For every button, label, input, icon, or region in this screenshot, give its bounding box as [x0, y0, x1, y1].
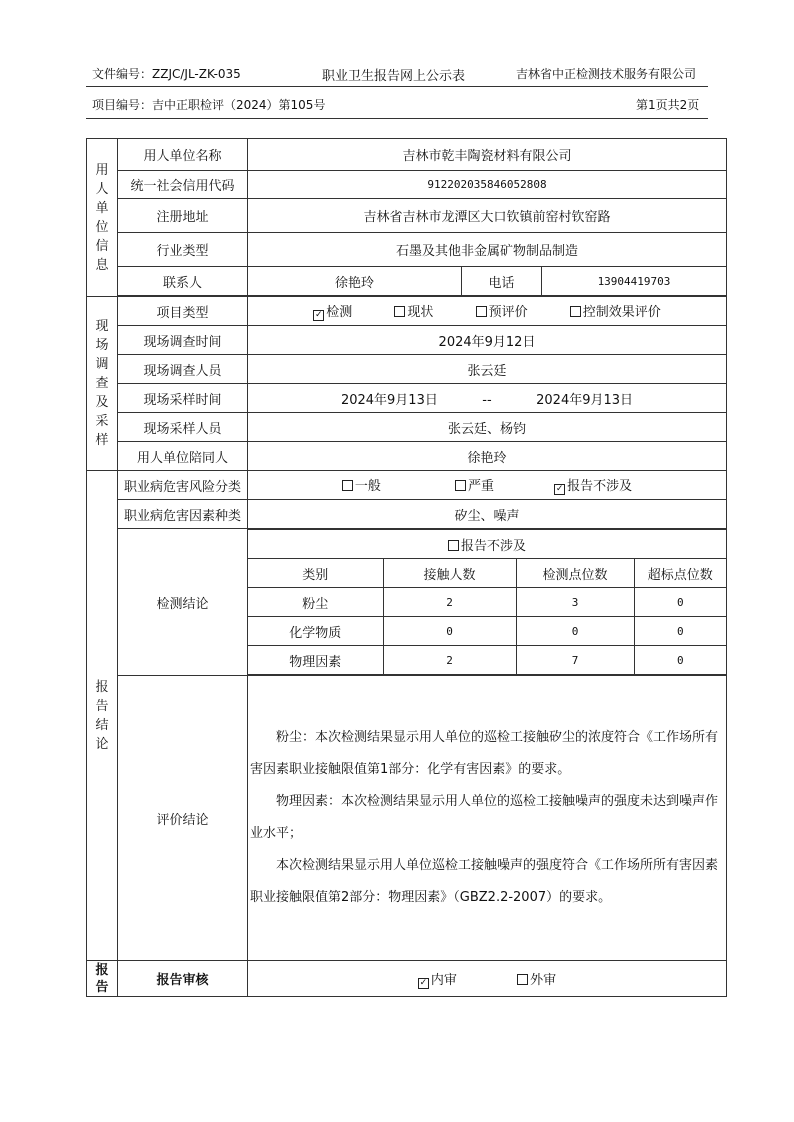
unit-name-value: 吉林市乾丰陶瓷材料有限公司: [248, 139, 727, 171]
disclosure-table: [86, 138, 727, 997]
table-cell: 物理因素: [248, 646, 383, 675]
sampling-staff-value: 张云廷、杨钧: [248, 413, 727, 442]
table-row: [248, 588, 726, 617]
row-sampling-time: [87, 384, 727, 413]
project-number: 项目编号：吉中正职检评（2024）第105号: [92, 98, 326, 112]
table-cell: 7: [516, 646, 634, 675]
project-type-options: [248, 297, 727, 326]
option-general[interactable]: 一般: [342, 475, 381, 494]
table-cell: 化学物质: [248, 617, 383, 646]
eval-physical-paragraph: 物理因素：本次检测结果显示用人单位的巡检工接触噪声的强度未达到噪声作业水平；: [250, 794, 719, 841]
company-name: 吉林省中正检测技术服务有限公司: [516, 67, 697, 81]
table-cell: 0: [516, 617, 634, 646]
sampling-time-label: 现场采样时间: [118, 384, 248, 413]
row-sampling-staff: [87, 413, 727, 442]
row-industry: [87, 233, 727, 267]
report-review-label: 报告审核: [118, 961, 248, 997]
table-cell: 0: [634, 588, 726, 617]
table-row: [248, 646, 726, 675]
row-report-review: [87, 961, 727, 997]
eval-dust-paragraph: 粉尘：本次检测结果显示用人单位的巡检工接触矽尘的浓度符合《工作场所有害因素职业接触限值第1部分：化学有害因素》的要求。: [250, 730, 719, 777]
row-address: [87, 199, 727, 233]
option-internal-review[interactable]: ✓ 内审: [419, 972, 457, 988]
option-serious[interactable]: 严重: [455, 475, 494, 494]
credit-code-label: 统一社会信用代码: [118, 171, 248, 199]
checkbox-icon[interactable]: [517, 974, 528, 985]
unit-name-label: 用人单位名称: [118, 139, 248, 171]
contact-value: 徐艳玲: [248, 267, 462, 296]
table-header: 类别: [248, 559, 383, 588]
row-survey-time: [87, 326, 727, 355]
evaluation-conclusion-text: [248, 676, 727, 961]
risk-class-label: 职业病危害风险分类: [118, 471, 248, 500]
survey-staff-label: 现场调查人员: [118, 355, 248, 384]
detection-table: [248, 529, 726, 675]
row-unit-name: [87, 139, 727, 171]
sampling-end: 2024年9月13日: [536, 392, 634, 408]
row-escort: [87, 442, 727, 471]
row-contact: [87, 267, 727, 296]
table-header: 接触人数: [383, 559, 516, 588]
table-header: 检测点位数: [516, 559, 634, 588]
checkbox-checked-icon[interactable]: ✓: [419, 977, 428, 988]
option-detection[interactable]: ✓ 检测: [314, 305, 353, 320]
row-factor-types: [87, 500, 727, 529]
project-type-label: 项目类型: [118, 297, 248, 326]
table-cell: 0: [634, 617, 726, 646]
sampling-start: 2024年9月13日: [340, 392, 438, 408]
contact-label: 联系人: [118, 267, 248, 296]
escort-value: 徐艳玲: [248, 442, 727, 471]
credit-code-value: 91220203584605280​8: [248, 171, 727, 199]
option-not-involved[interactable]: ✓ 报告不涉及: [555, 479, 633, 494]
evaluation-conclusion-label: 评价结论: [118, 676, 248, 961]
row-detection-conclusion: [87, 529, 727, 676]
checkbox-checked-icon[interactable]: ✓: [555, 484, 564, 494]
table-header: 超标点位数: [634, 559, 726, 588]
address-value: 吉林省吉林市龙潭区大口钦镇前窑村钦窑路: [248, 199, 727, 233]
industry-value: 石墨及其他非金属矿物制品制造: [248, 233, 727, 267]
section-review: 报 告: [87, 961, 118, 997]
survey-time-value: 2024年9月12日: [248, 326, 727, 355]
table-cell: 3: [516, 588, 634, 617]
report-review-options: [248, 961, 727, 997]
header-rule-bottom: [86, 118, 708, 119]
sampling-staff-label: 现场采样人员: [118, 413, 248, 442]
escort-label: 用人单位陪同人: [118, 442, 248, 471]
checkbox-icon[interactable]: [570, 306, 581, 317]
detection-conclusion-cell: [248, 529, 727, 676]
row-risk-class: [87, 471, 727, 500]
row-evaluation-conclusion: [87, 676, 727, 961]
row-survey-staff: [87, 355, 727, 384]
checkbox-checked-icon[interactable]: ✓: [314, 310, 323, 320]
detection-na-option[interactable]: 报告不涉及: [248, 530, 726, 559]
factor-types-value: 矽尘、噪声: [248, 500, 727, 529]
checkbox-icon[interactable]: [342, 480, 353, 491]
option-control-effect[interactable]: 控制效果评价: [570, 301, 661, 320]
table-cell: 2: [383, 646, 516, 675]
document-title: 职业卫生报告网上公示表: [322, 69, 466, 84]
table-row: [248, 617, 726, 646]
checkbox-icon[interactable]: [476, 306, 487, 317]
option-status[interactable]: 现状: [394, 301, 433, 320]
industry-label: 行业类型: [118, 233, 248, 267]
detection-table-header: [248, 559, 726, 588]
factor-types-label: 职业病危害因素种类: [118, 500, 248, 529]
eval-noise-paragraph: 本次检测结果显示用人单位巡检工接触噪声的强度符合《工作场所所有害因素职业接触限值第2部分：物理因素》（GBZ2.2-2007）的要求。: [250, 858, 719, 905]
section-survey: 现 场 调 查 及 采 样: [87, 297, 118, 471]
checkbox-icon[interactable]: [394, 306, 405, 317]
survey-staff-value: 张云廷: [248, 355, 727, 384]
section-unit-info: 用 人 单 位 信 息: [87, 139, 118, 297]
sampling-separator: --: [482, 392, 492, 408]
table-cell: 粉尘: [248, 588, 383, 617]
phone-value: 13904419703: [542, 267, 727, 296]
survey-time-label: 现场调查时间: [118, 326, 248, 355]
option-external-review[interactable]: 外审: [517, 969, 556, 988]
checkbox-icon[interactable]: [448, 540, 459, 551]
row-project-type: [87, 297, 727, 326]
risk-class-options: [248, 471, 727, 500]
detection-conclusion-label: 检测结论: [118, 529, 248, 676]
page-indicator: 第1页共2页: [636, 98, 700, 112]
option-pre-evaluation[interactable]: 预评价: [476, 301, 528, 320]
table-cell: 2: [383, 588, 516, 617]
section-conclusion: 报 告 结 论: [87, 471, 118, 961]
checkbox-icon[interactable]: [455, 480, 466, 491]
phone-label: 电话: [462, 267, 542, 296]
row-credit-code: [87, 171, 727, 199]
header-rule-top: [86, 86, 708, 87]
sampling-time-value: [248, 384, 727, 413]
file-number: 文件编号：ZZJC/JL-ZK-035: [92, 67, 241, 81]
table-cell: 0: [383, 617, 516, 646]
table-cell: 0: [634, 646, 726, 675]
address-label: 注册地址: [118, 199, 248, 233]
